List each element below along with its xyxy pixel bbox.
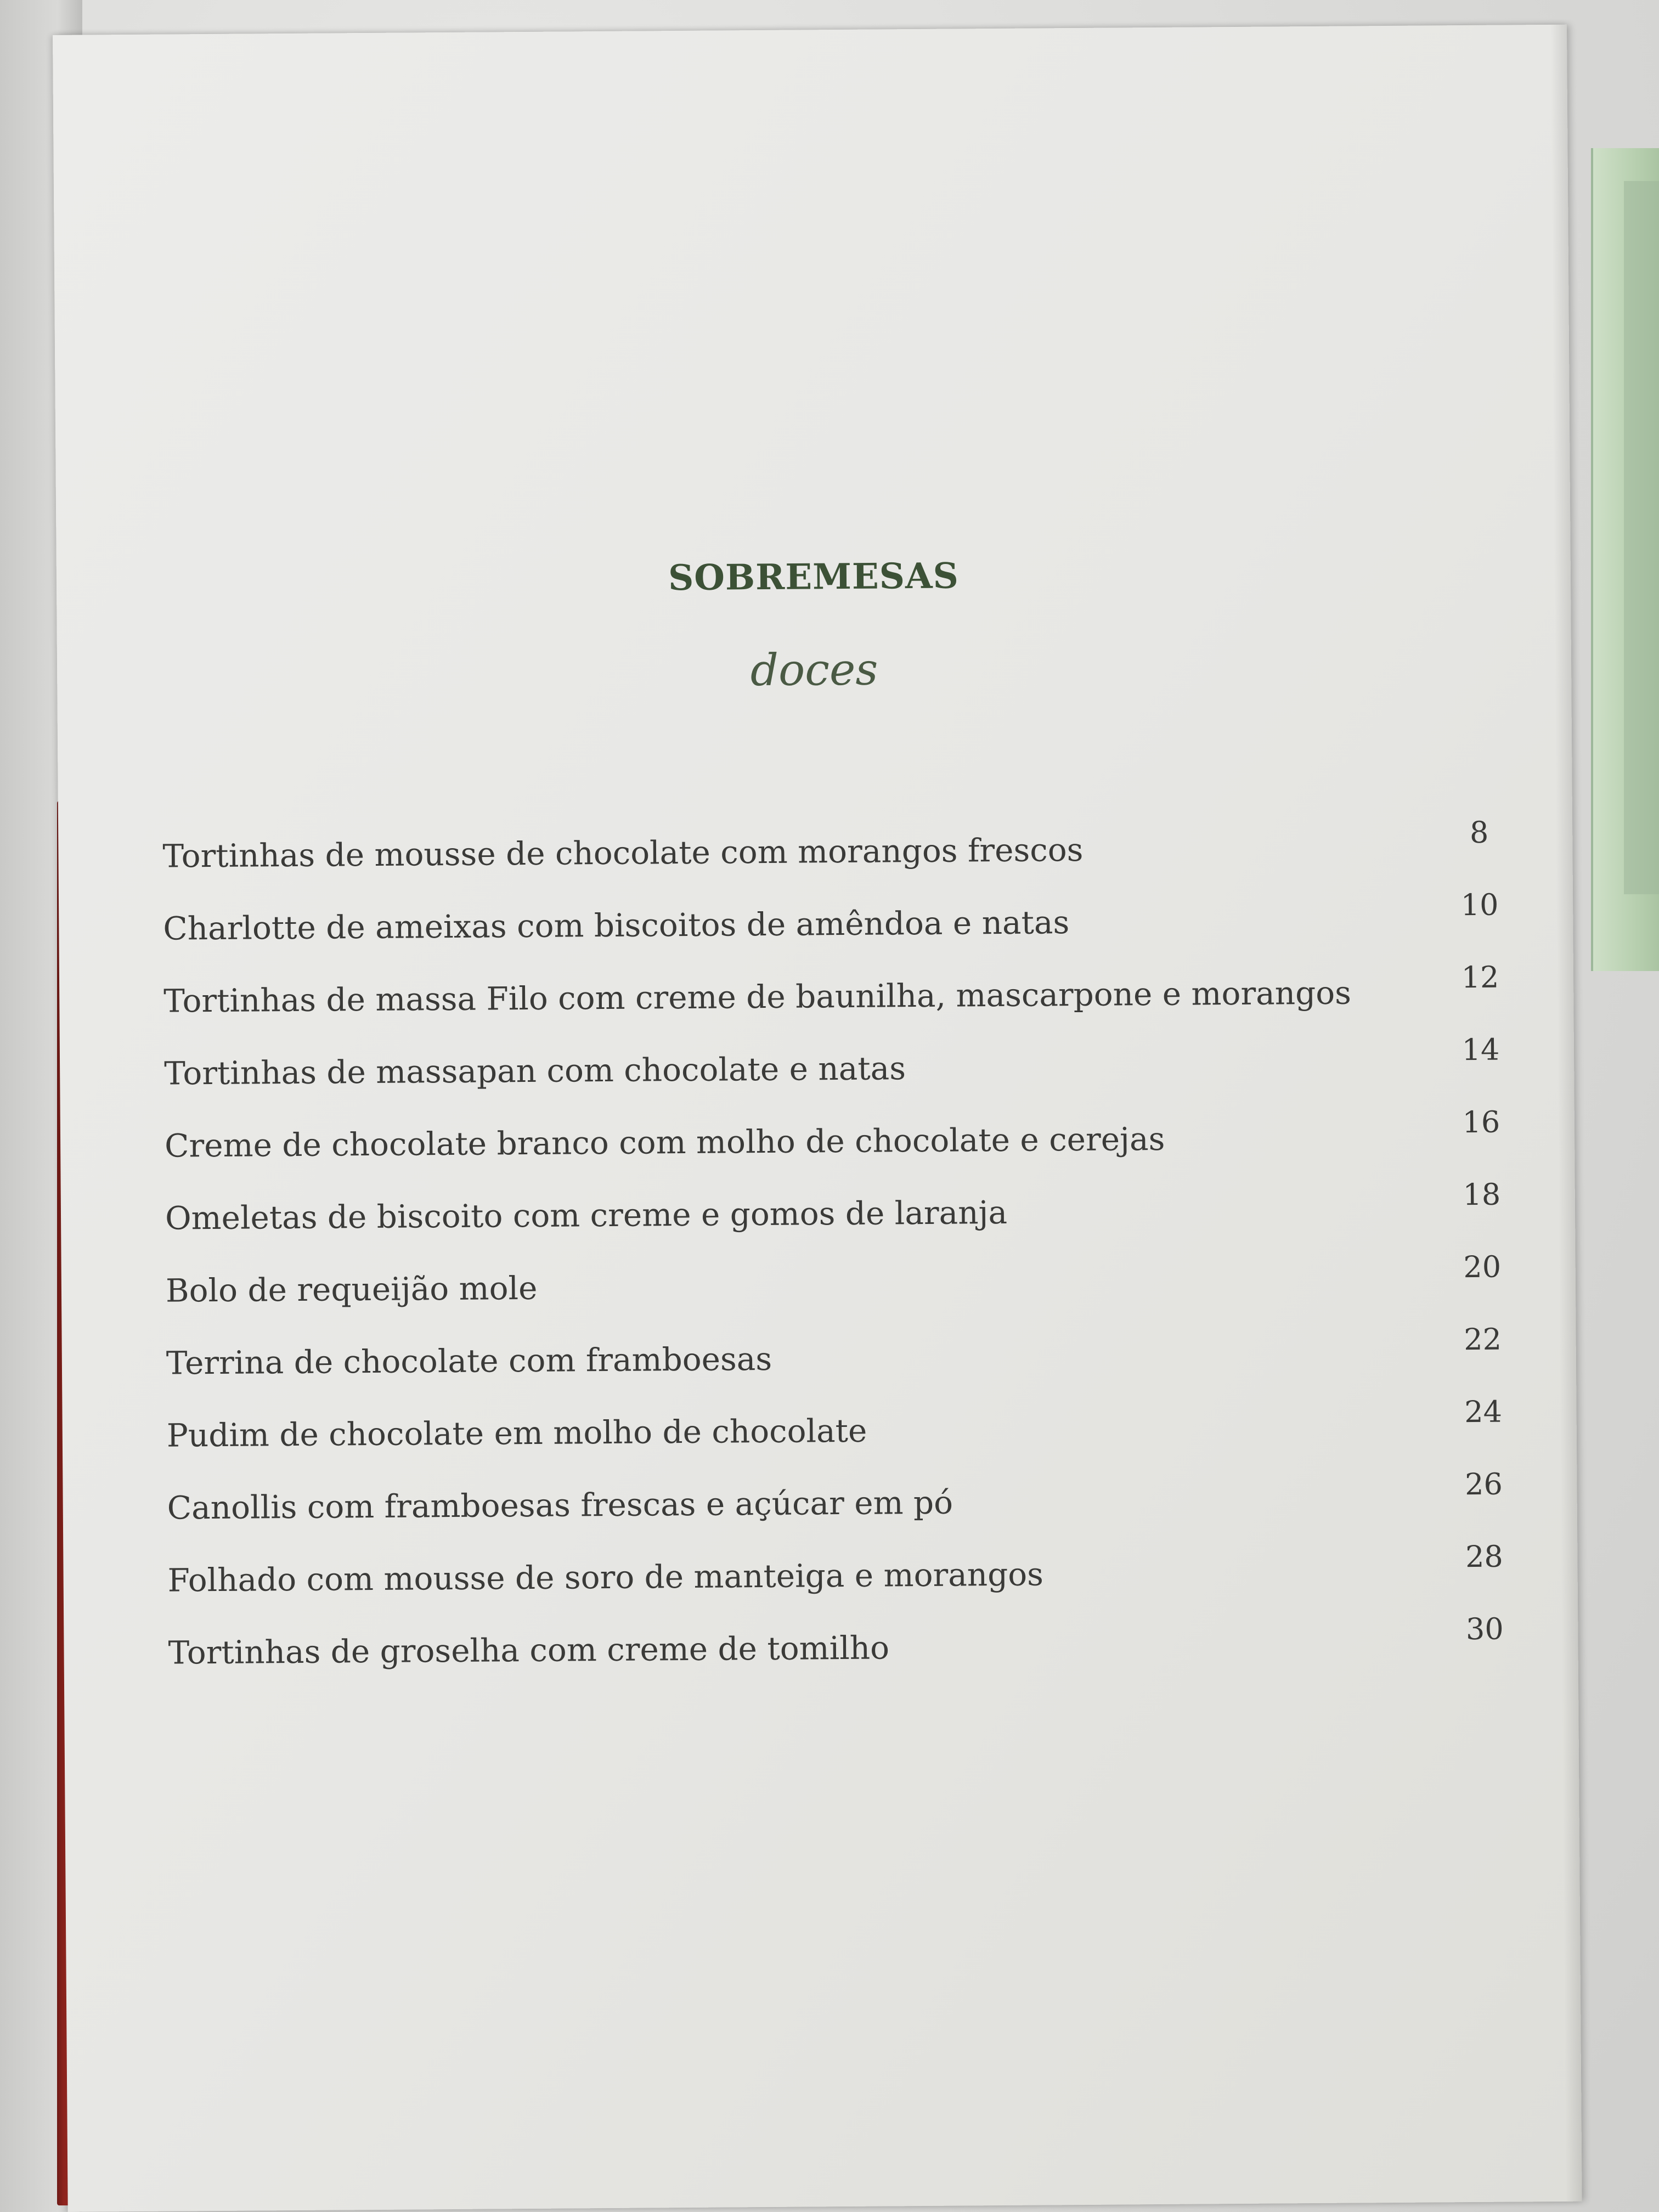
toc-entry [165, 1177, 1515, 1259]
toc-entry-page: 22 [1464, 1322, 1502, 1357]
toc-entry [162, 815, 1513, 896]
toc-entry-page: 20 [1463, 1249, 1502, 1285]
toc-entry-title: Charlotte de ameixas com biscoitos de amêndoa e natas [163, 904, 1070, 947]
toc-entry-title: Tortinhas de massa Filo com creme de baunilha, mascarpone e morangos [163, 974, 1352, 1020]
toc-entry-title: Folhado com mousse de soro de manteiga e morangos [167, 1555, 1044, 1599]
toc-entry-title: Tortinhas de groselha com creme de tomilho [168, 1629, 890, 1672]
toc-entry-page: 8 [1469, 815, 1489, 850]
toc-entry-title: Tortinhas de massapan com chocolate e natas [163, 1049, 906, 1092]
toc-entry [166, 1249, 1516, 1331]
toc-entry-title: Pudim de chocolate em molho de chocolate [166, 1412, 867, 1454]
section-subheading: doces [750, 644, 878, 696]
toc-entry [168, 1611, 1518, 1693]
toc-entry-page: 10 [1460, 887, 1499, 923]
toc-entry-title: Creme de chocolate branco com molho de chocolate e cerejas [164, 1120, 1165, 1165]
toc-entry-page: 16 [1462, 1104, 1500, 1140]
toc-entry [166, 1394, 1516, 1476]
toc-entry-page: 14 [1462, 1032, 1500, 1068]
toc-entry-title: Bolo de requeijão mole [165, 1269, 538, 1310]
toc-entry-title: Tortinhas de mousse de chocolate com morangos frescos [162, 831, 1084, 875]
toc-entry-title: Terrina de chocolate com framboesas [166, 1340, 772, 1382]
book-page [53, 25, 1582, 2212]
toc-entry [163, 887, 1513, 969]
toc-entry-page: 12 [1461, 960, 1499, 995]
section-heading: SOBREMESAS [668, 555, 960, 599]
toc-entry [164, 1032, 1514, 1114]
toc-entry [167, 1539, 1517, 1621]
toc-entry [167, 1466, 1517, 1548]
toc-entry-page: 28 [1465, 1539, 1504, 1575]
toc-entry [163, 960, 1514, 1041]
green-book-shadow [1624, 181, 1659, 894]
toc-entry-page: 18 [1463, 1177, 1501, 1212]
toc-entry-title: Omeletas de biscoito com creme e gomos de laranja [165, 1193, 1008, 1237]
toc-entry-title: Canollis com framboesas frescas e açúcar em pó [167, 1483, 953, 1527]
toc-entry-page: 26 [1464, 1466, 1503, 1502]
toc-entry [165, 1104, 1515, 1186]
table-of-contents [162, 815, 1518, 1693]
toc-entry-page: 30 [1465, 1611, 1504, 1647]
toc-entry-page: 24 [1464, 1394, 1503, 1430]
toc-entry [166, 1322, 1516, 1403]
